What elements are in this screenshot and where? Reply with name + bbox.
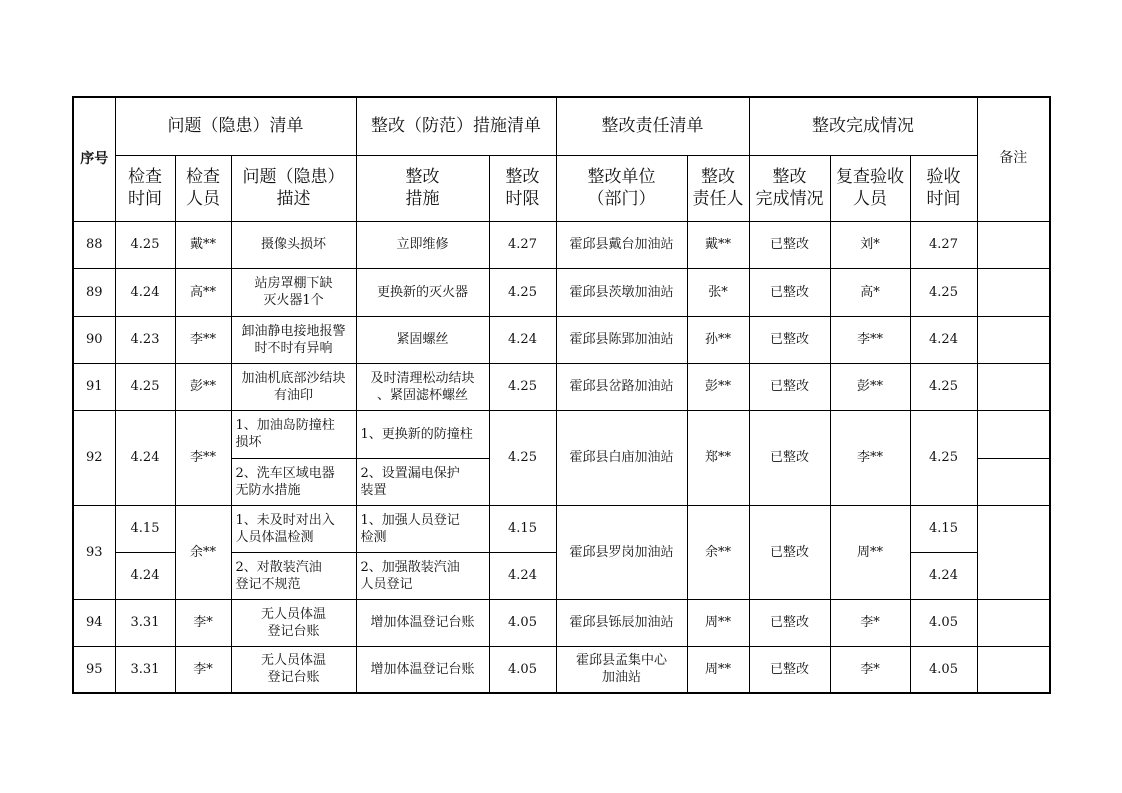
cell-unit: 霍邱县茨墩加油站 xyxy=(556,268,687,316)
cell-person: 张* xyxy=(687,268,749,316)
cell-problem: 1、未及时对出入 人员体温检测 xyxy=(231,505,356,552)
header-reviewer: 复查验收 人员 xyxy=(830,155,910,221)
cell-reviewer: 高* xyxy=(830,268,910,316)
cell-status: 已整改 xyxy=(749,410,830,505)
cell-accept-time: 4.24 xyxy=(910,552,977,599)
cell-check-time: 4.25 xyxy=(115,221,175,268)
cell-unit: 霍邱县罗岗加油站 xyxy=(556,505,687,599)
cell-deadline: 4.24 xyxy=(489,552,556,599)
cell-note xyxy=(977,410,1050,458)
cell-no: 88 xyxy=(73,221,115,268)
cell-measure: 增加体温登记台账 xyxy=(356,646,489,693)
cell-problem: 卸油静电接地报警 时不时有异响 xyxy=(231,316,356,363)
cell-checker: 高** xyxy=(175,268,231,316)
cell-person: 周** xyxy=(687,599,749,646)
cell-reviewer: 李* xyxy=(830,599,910,646)
cell-check-time: 4.24 xyxy=(115,268,175,316)
cell-unit: 霍邱县岔路加油站 xyxy=(556,363,687,410)
cell-reviewer: 李* xyxy=(830,646,910,693)
table-row xyxy=(73,505,1050,552)
cell-checker: 李* xyxy=(175,646,231,693)
cell-problem: 无人员体温 登记台账 xyxy=(231,646,356,693)
cell-status: 已整改 xyxy=(749,363,830,410)
cell-checker: 李** xyxy=(175,410,231,505)
cell-reviewer: 彭** xyxy=(830,363,910,410)
cell-note xyxy=(977,316,1050,363)
table-body xyxy=(73,97,1050,693)
cell-no: 91 xyxy=(73,363,115,410)
cell-check-time: 4.24 xyxy=(115,552,175,599)
cell-unit: 霍邱县陈郢加油站 xyxy=(556,316,687,363)
header-seq: 序号 xyxy=(73,97,115,221)
header-sub-row xyxy=(73,155,1050,221)
table-row xyxy=(73,410,1050,458)
cell-check-time: 3.31 xyxy=(115,646,175,693)
cell-no: 89 xyxy=(73,268,115,316)
cell-note xyxy=(977,268,1050,316)
cell-accept-time: 4.05 xyxy=(910,599,977,646)
cell-check-time: 4.23 xyxy=(115,316,175,363)
header-check-time: 检查 时间 xyxy=(115,155,175,221)
cell-check-time: 4.24 xyxy=(115,410,175,505)
cell-check-time: 3.31 xyxy=(115,599,175,646)
cell-problem: 站房罩棚下缺 灭火器1个 xyxy=(231,268,356,316)
cell-note xyxy=(977,505,1050,599)
cell-deadline: 4.25 xyxy=(489,268,556,316)
cell-deadline: 4.15 xyxy=(489,505,556,552)
cell-measure: 紧固螺丝 xyxy=(356,316,489,363)
cell-checker: 李** xyxy=(175,316,231,363)
cell-status: 已整改 xyxy=(749,316,830,363)
cell-reviewer: 李** xyxy=(830,316,910,363)
header-person: 整改 责任人 xyxy=(687,155,749,221)
cell-person: 孙** xyxy=(687,316,749,363)
cell-problem: 2、洗车区域电器 无防水措施 xyxy=(231,458,356,505)
header-duty-list: 整改责任清单 xyxy=(556,97,749,155)
header-accept-time: 验收 时间 xyxy=(910,155,977,221)
cell-no: 94 xyxy=(73,599,115,646)
cell-deadline: 4.27 xyxy=(489,221,556,268)
cell-status: 已整改 xyxy=(749,505,830,599)
cell-person: 周** xyxy=(687,646,749,693)
header-problem-desc: 问题（隐患） 描述 xyxy=(231,155,356,221)
cell-deadline: 4.05 xyxy=(489,646,556,693)
cell-deadline: 4.24 xyxy=(489,316,556,363)
cell-unit: 霍邱县白庙加油站 xyxy=(556,410,687,505)
cell-reviewer: 李** xyxy=(830,410,910,505)
cell-measure: 2、设置漏电保护 装置 xyxy=(356,458,489,505)
cell-deadline: 4.05 xyxy=(489,599,556,646)
cell-person: 余** xyxy=(687,505,749,599)
cell-status: 已整改 xyxy=(749,646,830,693)
cell-accept-time: 4.25 xyxy=(910,268,977,316)
cell-check-time: 4.25 xyxy=(115,363,175,410)
cell-checker: 李* xyxy=(175,599,231,646)
cell-no: 93 xyxy=(73,505,115,599)
cell-unit: 霍邱县铄辰加油站 xyxy=(556,599,687,646)
cell-person: 彭** xyxy=(687,363,749,410)
cell-note xyxy=(977,599,1050,646)
header-completion: 整改完成情况 xyxy=(749,97,977,155)
cell-reviewer: 刘* xyxy=(830,221,910,268)
rectification-table xyxy=(72,96,1051,694)
cell-check-time: 4.15 xyxy=(115,505,175,552)
cell-reviewer: 周** xyxy=(830,505,910,599)
cell-note xyxy=(977,646,1050,693)
table-row xyxy=(73,599,1050,646)
table-row xyxy=(73,316,1050,363)
table-row xyxy=(73,221,1050,268)
cell-status: 已整改 xyxy=(749,221,830,268)
table-row xyxy=(73,363,1050,410)
header-unit: 整改单位 （部门） xyxy=(556,155,687,221)
cell-accept-time: 4.25 xyxy=(910,410,977,505)
cell-measure: 增加体温登记台账 xyxy=(356,599,489,646)
cell-checker: 彭** xyxy=(175,363,231,410)
cell-note xyxy=(977,221,1050,268)
header-group-row xyxy=(73,97,1050,155)
cell-accept-time: 4.15 xyxy=(910,505,977,552)
cell-checker: 余** xyxy=(175,505,231,599)
cell-no: 92 xyxy=(73,410,115,505)
cell-measure: 更换新的灭火器 xyxy=(356,268,489,316)
cell-status: 已整改 xyxy=(749,599,830,646)
cell-problem: 摄像头损坏 xyxy=(231,221,356,268)
header-deadline: 整改 时限 xyxy=(489,155,556,221)
header-problem-list: 问题（隐患）清单 xyxy=(115,97,356,155)
cell-accept-time: 4.25 xyxy=(910,363,977,410)
cell-problem: 加油机底部沙结块 有油印 xyxy=(231,363,356,410)
cell-person: 戴** xyxy=(687,221,749,268)
cell-checker: 戴** xyxy=(175,221,231,268)
cell-problem: 1、加油岛防撞柱 损坏 xyxy=(231,410,356,458)
cell-unit: 霍邱县孟集中心 加油站 xyxy=(556,646,687,693)
cell-unit: 霍邱县戴台加油站 xyxy=(556,221,687,268)
header-measure: 整改 措施 xyxy=(356,155,489,221)
table-row xyxy=(73,646,1050,693)
table-row xyxy=(73,268,1050,316)
cell-no: 95 xyxy=(73,646,115,693)
cell-person: 郑** xyxy=(687,410,749,505)
cell-measure: 2、加强散装汽油 人员登记 xyxy=(356,552,489,599)
header-status: 整改 完成情况 xyxy=(749,155,830,221)
cell-measure: 立即维修 xyxy=(356,221,489,268)
cell-problem: 无人员体温 登记台账 xyxy=(231,599,356,646)
cell-measure: 1、加强人员登记 检测 xyxy=(356,505,489,552)
cell-status: 已整改 xyxy=(749,268,830,316)
cell-deadline: 4.25 xyxy=(489,410,556,505)
cell-accept-time: 4.05 xyxy=(910,646,977,693)
header-measure-list: 整改（防范）措施清单 xyxy=(356,97,556,155)
cell-note xyxy=(977,363,1050,410)
cell-deadline: 4.25 xyxy=(489,363,556,410)
header-checker: 检查 人员 xyxy=(175,155,231,221)
cell-note xyxy=(977,458,1050,505)
cell-accept-time: 4.24 xyxy=(910,316,977,363)
cell-no: 90 xyxy=(73,316,115,363)
cell-accept-time: 4.27 xyxy=(910,221,977,268)
cell-measure: 及时清理松动结块 、紧固滤杯螺丝 xyxy=(356,363,489,410)
header-note: 备注 xyxy=(977,97,1050,221)
cell-problem: 2、对散装汽油 登记不规范 xyxy=(231,552,356,599)
cell-measure: 1、更换新的防撞柱 xyxy=(356,410,489,458)
